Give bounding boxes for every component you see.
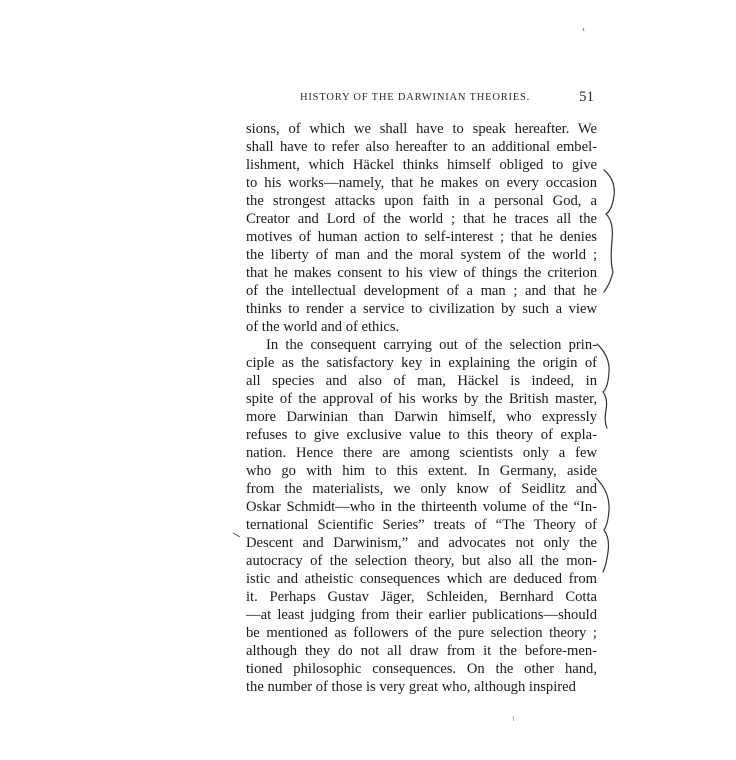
text-line: Oskar Schmidt—who in the thirteenth volume of the “In- [246, 499, 597, 515]
text-line: that he makes consent to his view of things the criterion [246, 265, 597, 281]
text-line: the liberty of man and the moral system of the world ; [246, 247, 597, 263]
text-line: In the consequent carrying out of the selection prin- [266, 337, 597, 353]
text-line: of the intellectual development of a man ; and that he [246, 283, 597, 299]
text-line: autocracy of the selection theory, but also all the mon- [246, 553, 597, 569]
text-line: nation. Hence there are among scientists only a few [246, 445, 597, 461]
margin-bracket-upper [604, 170, 614, 292]
text-line: who go with him to this extent. In Germany, aside [246, 463, 597, 479]
text-line: spite of the approval of his works by the British master, [246, 391, 597, 407]
text-line: motives of human action to self-interest ; that he denies [246, 229, 597, 245]
text-line: —at least judging from their earlier publications—should [246, 607, 597, 623]
page-number: 51 [579, 89, 594, 105]
text-line: be mentioned as followers of the pure selection theory ; [246, 625, 597, 641]
text-line: shall have to refer also hereafter to an additional embel- [246, 139, 597, 155]
text-line: lishment, which Häckel thinks himself obliged to give [246, 157, 597, 173]
margin-tick-left [233, 533, 240, 537]
text-line: from the materialists, we only know of Seidlitz and [246, 481, 597, 497]
running-head-title: HISTORY OF THE DARWINIAN THEORIES. [300, 92, 531, 103]
text-line: ternational Scientific Series” treats of “The Theory of [246, 517, 597, 533]
text-line: istic and atheistic consequences which are deduced from [246, 571, 597, 587]
text-line: Descent and Darwinism,” and advocates not only the [246, 535, 597, 551]
text-line: Creator and Lord of the world ; that he traces all the [246, 211, 597, 227]
text-line: it. Perhaps Gustav Jäger, Schleiden, Bernhard Cotta [246, 589, 597, 605]
text-line: the number of those is very great who, although inspired [246, 679, 576, 695]
body-text [246, 120, 597, 696]
text-line: more Darwinian than Darwin himself, who expressly [246, 409, 597, 425]
margin-speck [583, 28, 584, 31]
text-line: the strongest attacks upon faith in a personal God, a [246, 193, 597, 209]
margin-bracket-middle [597, 344, 609, 428]
text-line: thinks to render a service to civilization by such a view [246, 301, 597, 317]
text-line: although they do not all draw from it the before-men- [246, 643, 597, 659]
margin-speck [513, 716, 514, 721]
margin-bracket-lower [596, 478, 609, 572]
text-line: ciple as the satisfactory key in explaining the origin of [246, 355, 597, 371]
text-line: sions, of which we shall have to speak hereafter. We [246, 121, 597, 137]
text-line: to his works—namely, that he makes on every occasion [246, 175, 597, 191]
text-line: refuses to give exclusive value to this theory of expla- [246, 427, 597, 443]
text-line: all species and also of man, Häckel is indeed, in [246, 373, 597, 389]
text-line: of the world and of ethics. [246, 319, 400, 335]
text-line: tioned philosophic consequences. On the other hand, [246, 661, 597, 677]
